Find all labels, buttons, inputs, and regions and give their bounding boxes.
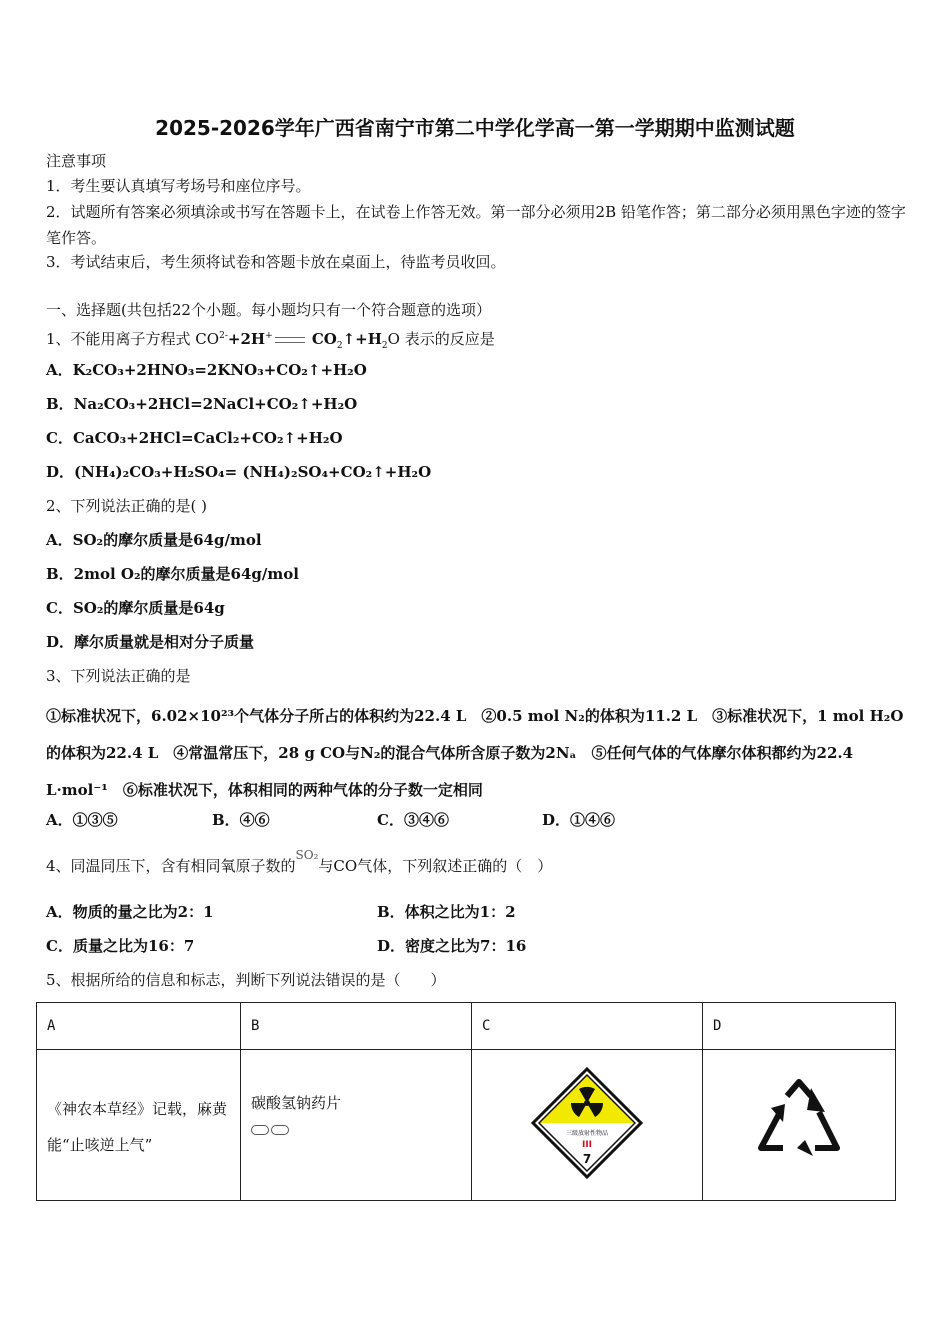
q4-formula: SO₂ [295, 848, 319, 862]
q4-stem [46, 848, 553, 877]
q1-option-d: D．(NH₄)₂CO₃+H₂SO₄= (NH₄)₂SO₄+CO₂↑+H₂O [46, 463, 432, 481]
radiation-sign-icon [531, 1067, 643, 1179]
q5-cell-b [241, 1050, 472, 1201]
q5-stem: 5、根据所给的信息和标志，判断下列说法错误的是（ ） [46, 971, 446, 989]
q5-table-header-row [37, 1003, 896, 1050]
q5-header-b: B [241, 1003, 472, 1050]
q4-option-c: C．质量之比为16：7 [46, 937, 195, 955]
sign-number: 7 [582, 1152, 592, 1166]
q1-stem-b: +2H [227, 330, 266, 348]
q5-cell-a: 《神农本草经》记载，麻黄能“止咳逆上气” [37, 1050, 241, 1201]
q1-sub1: 2 [336, 341, 343, 351]
q4-stem-b: 与CO气体，下列叙述正确的（ ） [318, 857, 553, 875]
q1-stem-d: ↑+H [342, 330, 382, 348]
q5-header-c: C [472, 1003, 703, 1050]
q1-option-a: A．K₂CO₃+2HNO₃=2KNO₃+CO₂↑+H₂O [46, 361, 367, 379]
q5-table-content-row [37, 1050, 896, 1201]
sign-class: III [581, 1140, 593, 1150]
q2-stem: 2、下列说法正确的是( ) [46, 497, 208, 515]
q1-stem [46, 326, 495, 356]
q2-option-d: D．摩尔质量就是相对分子质量 [46, 633, 255, 651]
notice-item-1: 1．考生要认真填写考场号和座位序号。 [46, 177, 311, 195]
q4-option-d: D．密度之比为7：16 [377, 937, 527, 955]
section-heading: 一、选择题(共包括22个小题。每小题均只有一个符合题意的选项） [46, 301, 491, 319]
page-title: 2025-2026学年广西省南宁市第二中学化学高一第一学期期中监测试题 [155, 116, 795, 140]
pill-icon [251, 1121, 461, 1139]
q5-cell-d [703, 1050, 896, 1201]
q3-body: ①标准状况下，6.02×10²³个气体分子所占的体积约为22.4 L ②0.5 mol N₂的体积为11.2 L ③标准状况下，1 mol H₂O的体积为22.4 L ④常温常压下，28 g CO与N₂的混合气体所含原子数为2Nₐ ⑤任何气体的气体摩尔体积都约为22.4 L·mol⁻¹ ⑥标准状况下，体积相同的两种气体的分子数一定相同 [46, 707, 904, 799]
q5-cell-b-text: 碳酸氢钠药片 [251, 1093, 342, 1112]
q1-option-c: C．CaCO₃+2HCl=CaCl₂+CO₂↑+H₂O [46, 429, 343, 447]
q3-option-d: D．①④⑥ [542, 811, 616, 829]
q1-option-b: B．Na₂CO₃+2HCl=2NaCl+CO₂↑+H₂O [46, 395, 358, 413]
q1-sup1: 2- [219, 331, 228, 341]
q4-option-a: A．物质的量之比为2：1 [46, 903, 214, 921]
q5-header-d: D [703, 1003, 896, 1050]
notice-item-3: 3．考试结束后，考生须将试卷和答题卡放在桌面上，待监考员收回。 [46, 253, 506, 271]
q1-stem-a: 1、不能用离子方程式 CO [46, 330, 220, 348]
recycle-icon [749, 1078, 849, 1168]
notice-heading: 注意事项 [46, 152, 107, 170]
q1-sup2: + [265, 331, 273, 341]
q2-option-a: A．SO₂的摩尔质量是64g/mol [46, 531, 262, 549]
q4-stem-a: 4、同温同压下，含有相同氧原子数的 [46, 857, 296, 875]
q5-table [36, 1002, 896, 1201]
q1-stem-e: O 表示的反应是 [387, 330, 495, 348]
q5-cell-c [472, 1050, 703, 1201]
q2-option-c: C．SO₂的摩尔质量是64g [46, 599, 225, 617]
q3-option-b: B．④⑥ [212, 811, 270, 829]
q5-header-a: A [37, 1003, 241, 1050]
q4-option-b: B．体积之比为1：2 [377, 903, 516, 921]
q1-sub2: 2 [381, 341, 388, 351]
q2-option-b: B．2mol O₂的摩尔质量是64g/mol [46, 565, 299, 583]
notice-item-2: 2．试题所有答案必须填涂或书写在答题卡上，在试卷上作答无效。第一部分必须用2B 铅笔作答；第二部分必须用黑色字迹的签字笔作答。 [46, 203, 906, 247]
q1-stem-c: CO [306, 330, 337, 348]
q3-stem: 3、下列说法正确的是 [46, 667, 191, 685]
q3-option-c: C．③④⑥ [377, 811, 449, 829]
equals-sign-icon [275, 337, 305, 343]
q3-option-a: A．①③⑤ [46, 811, 118, 829]
sign-label: 三级放射性物品 [565, 1130, 609, 1137]
